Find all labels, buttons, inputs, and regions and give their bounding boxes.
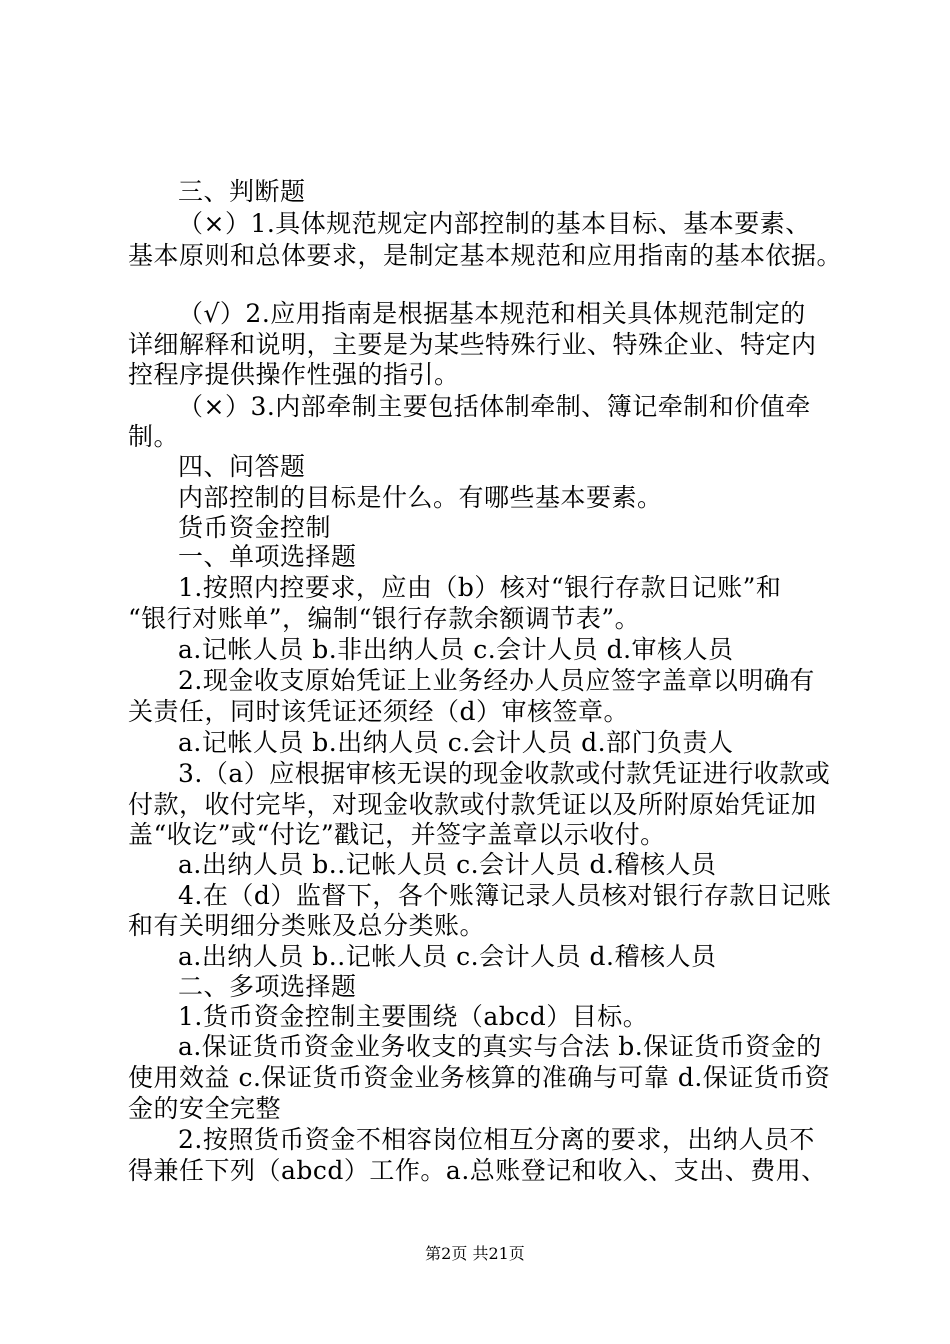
qa-question: 内部控制的目标是什么。有哪些基本要素。	[178, 483, 663, 512]
answer-options: a.出纳人员 b..记帐人员 c.会计人员 d.稽核人员	[178, 850, 717, 879]
text-line: 得兼任下列（abcd）工作。a.总账登记和收入、支出、费用、	[128, 1156, 827, 1185]
page-footer: 第2页 共21页	[425, 1244, 525, 1263]
answer-options: a.保证货币资金业务收支的真实与合法 b.保证货币资金的	[178, 1032, 822, 1061]
text-line: 付款，收付完毕，对现金收款或付款凭证以及所附原始凭证加	[128, 790, 817, 819]
text-line: 详细解释和说明，主要是为某些特殊行业、特殊企业、特定内	[128, 330, 817, 359]
single-choice-question-3: 3.（a）应根据审核无误的现金收款或付款凭证进行收款或	[178, 759, 831, 788]
multiple-choice-question-1: 1.货币资金控制主要围绕（abcd）目标。	[178, 1002, 649, 1031]
text-line: “银行对账单”，编制“银行存款余额调节表”。	[128, 604, 641, 633]
text-line: 金的安全完整	[128, 1094, 282, 1123]
text-line: 制。	[128, 422, 180, 451]
single-choice-question-2: 2.现金收支原始凭证上业务经办人员应签字盖章以明确有	[178, 666, 815, 695]
answer-options: a.记帐人员 b.出纳人员 c.会计人员 d.部门负责人	[178, 728, 734, 757]
multiple-choice-question-2: 2.按照货币资金不相容岗位相互分离的要求，出纳人员不	[178, 1125, 815, 1154]
answer-options: a.出纳人员 b..记帐人员 c.会计人员 d.稽核人员	[178, 942, 717, 971]
judgment-item-3: （×）3.内部牵制主要包括体制牵制、簿记牵制和价值牵	[178, 392, 811, 421]
text-line: 和有关明细分类账及总分类账。	[128, 911, 486, 940]
answer-options: a.记帐人员 b.非出纳人员 c.会计人员 d.审核人员	[178, 635, 734, 664]
section-heading-multiple-choice: 二、多项选择题	[178, 972, 357, 1001]
single-choice-question-4: 4.在（d）监督下，各个账簿记录人员核对银行存款日记账	[178, 881, 832, 910]
section-heading-single-choice: 一、单项选择题	[178, 542, 357, 571]
section-heading-qa: 四、问答题	[178, 452, 306, 481]
single-choice-question-1: 1.按照内控要求，应由（b）核对“银行存款日记账”和	[178, 573, 782, 602]
judgment-item-2: （√）2.应用指南是根据基本规范和相关具体规范制定的	[178, 299, 806, 328]
text-line: 盖“收讫”或“付讫”戳记，并签字盖章以示收付。	[128, 820, 666, 849]
text-line: 使用效益 c.保证货币资金业务核算的准确与可靠 d.保证货币资	[128, 1063, 831, 1092]
text-line: 关责任，同时该凭证还须经（d）审核签章。	[128, 697, 630, 726]
chapter-heading: 货币资金控制	[178, 513, 332, 542]
text-line: 控程序提供操作性强的指引。	[128, 360, 460, 389]
text-line: 基本原则和总体要求，是制定基本规范和应用指南的基本依据。	[128, 241, 843, 270]
judgment-item-1: （×）1.具体规范规定内部控制的基本目标、基本要素、	[178, 209, 811, 238]
section-heading-judgment: 三、判断题	[178, 177, 306, 206]
